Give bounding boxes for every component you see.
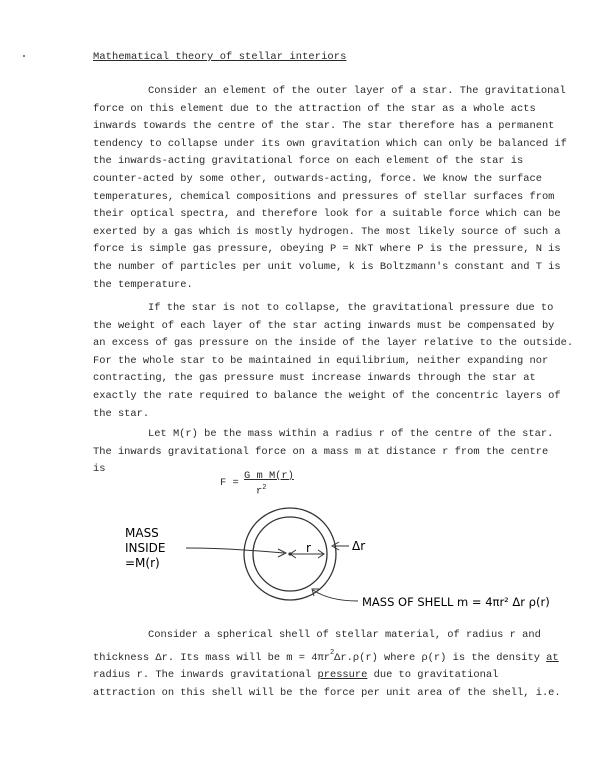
text-line: radius r. The inwards gravitational pressure due to gravitational (93, 669, 499, 682)
text-line: the star. (93, 407, 150, 420)
shell-pointer (313, 590, 358, 601)
text-line: force on this element due to the attraction of the star as a whole acts (93, 102, 536, 115)
text-line: Consider an element of the outer layer of a star. The gravitational (148, 85, 566, 97)
formula-denominator: $r^2$ (256, 484, 267, 498)
text-line: For the whole star to be maintained in equilibrium, neither expanding nor (93, 354, 549, 367)
text-line: attraction on this shell will be the force per unit area of the shell, i.e. (93, 686, 561, 699)
text-line: is (93, 463, 106, 476)
text-line: temperatures, chemical compositions and pressures of stellar surfaces from (93, 190, 555, 203)
text-line: exactly the rate required to balance the weight of the concentric layers of (93, 389, 561, 402)
text-line: thickness Δr. Its mass will be $m = 4\pi r^2\Delta r.\rho(r)$ where ρ(r) is the density at (93, 648, 559, 664)
mass-inside-pointer (186, 548, 284, 553)
radius-label: r (306, 541, 311, 555)
text-line: If the star is not to collapse, the gravitational pressure due to (148, 302, 554, 314)
text-line: exerted by a gas which is mostly hydrogen. The most likely source of such a (93, 225, 561, 238)
text-line: tendency to collapse under its own gravitation which can only be balanced if (93, 137, 567, 150)
formula-lhs: F = (220, 477, 239, 489)
text-line: their optical spectra, and therefore look for a suitable force which can be (93, 208, 561, 221)
paragraph-4 (93, 627, 561, 702)
text-line: counter-acted by some other, outwards-acting, force. We know the surface (93, 172, 542, 185)
mass-inside-label-1: MASS (125, 526, 159, 540)
text-line: the weight of each layer of the star acting inwards must be compensated by (93, 319, 555, 332)
text-line: force is simple gas pressure, obeying P = NkT where P is the pressure, N is (93, 243, 561, 256)
text-line: inwards towards the centre of the star. The star therefore has a permanent (93, 120, 555, 133)
text-line: the inwards-acting gravitational force on each element of the star is (93, 155, 524, 168)
text-line: the temperature. (93, 278, 193, 291)
text-line: Let M(r) be the mass within a radius r of the centre of the star. (148, 428, 554, 440)
document-title: Mathematical theory of stellar interiors (93, 51, 347, 63)
formula-numerator: G m M(r) (244, 470, 294, 482)
shell-mass-label: MASS OF SHELL m = 4πr² Δr ρ(r) (362, 595, 550, 609)
text-line: contracting, the gas pressure must increase inwards through the star at (93, 372, 536, 385)
mass-inside-label-3: =M(r) (125, 556, 160, 570)
mass-inside-label-2: INSIDE (125, 541, 166, 555)
text-line: The inwards gravitational force on a mass m at distance r from the centre (93, 445, 549, 458)
text-line: Consider a spherical shell of stellar material, of radius r and (148, 629, 541, 641)
thickness-label: Δr (352, 539, 366, 553)
text-line: the number of particles per unit volume, k is Boltzmann's constant and T is (93, 260, 561, 273)
text-line: an excess of gas pressure on the inside of the layer relative to the outside. (93, 337, 574, 350)
